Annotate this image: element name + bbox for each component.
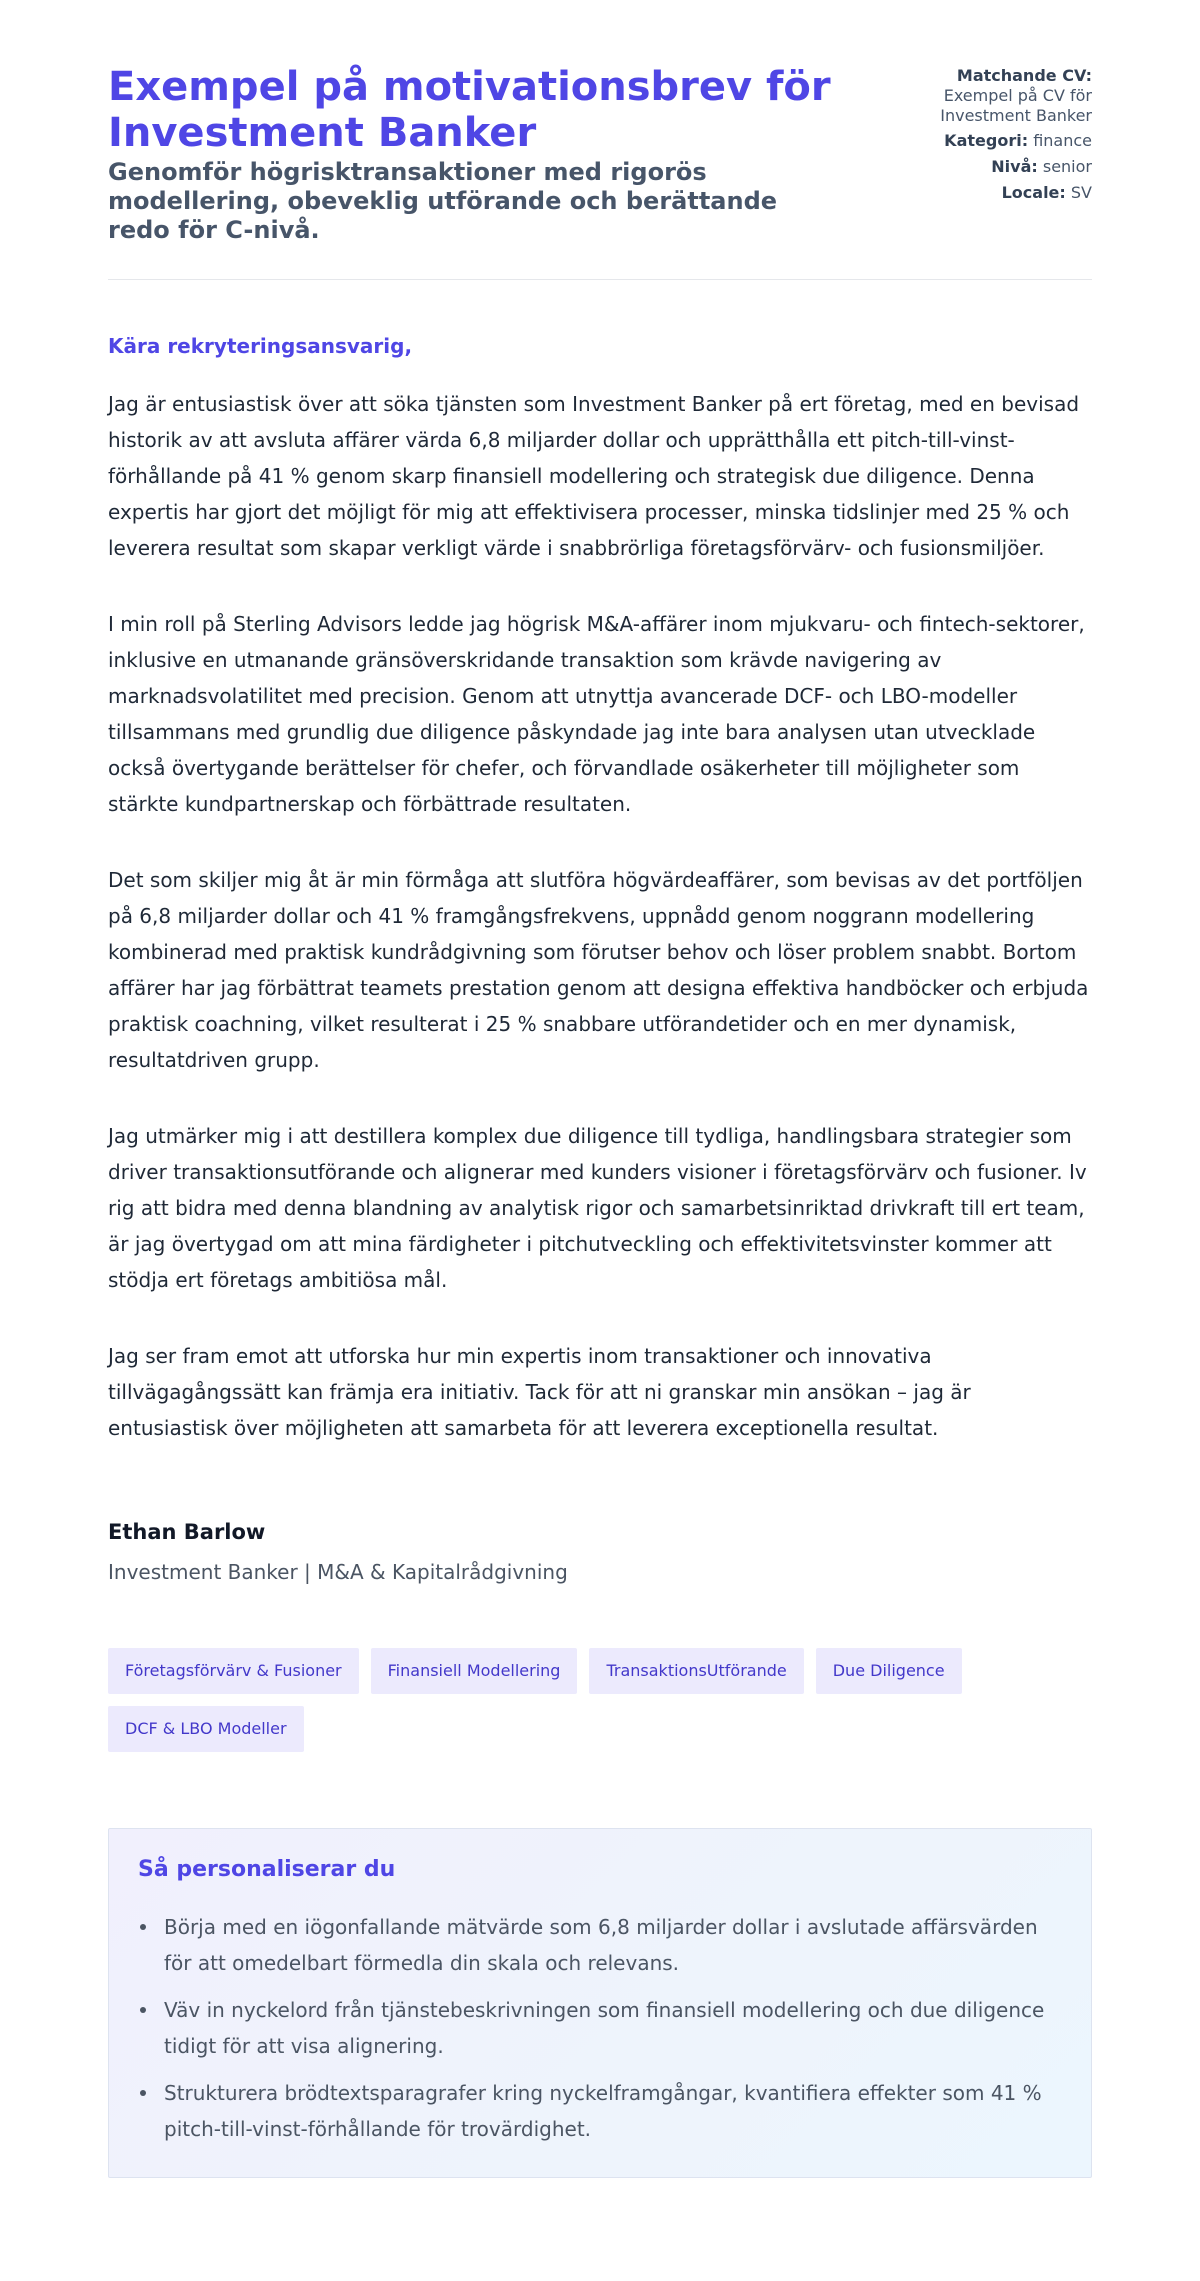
page-header xyxy=(108,64,1092,280)
meta-panel xyxy=(892,66,1092,209)
letter-body xyxy=(108,386,1092,1446)
tips-item-text: Strukturera brödtextsparagrafer kring nyckelframgångar, kvantifiera effekter som 41 % pitch-till-vinst-förhållande för trovärdighet. xyxy=(164,2081,1042,2141)
letter-paragraph: Jag utmärker mig i att destillera komplex due diligence till tydliga, handlingsbara strategier som driver transaktionsutförande och alignerar med kunders visioner i företagsförvärv och fusioner. Iv rig att bidra med denna blandning av analytisk rigor och samarbetsinriktad drivkraft till ert team, är jag övertygad om att mina färdigheter i pitchutveckling och effektivitetsvinster kommer att stödja ert företags ambitiösa mål. xyxy=(108,1124,1087,1292)
meta-category-label: Kategori: xyxy=(944,131,1029,150)
personalization-tips xyxy=(108,1828,1092,2178)
meta-locale xyxy=(892,183,1092,203)
page-title: Exempel på motivationsbrev för Investment Banker xyxy=(108,64,831,156)
meta-level xyxy=(892,157,1092,177)
meta-matching-cv xyxy=(892,66,1092,126)
bullet-icon xyxy=(140,2090,146,2096)
letter-paragraph: Det som skiljer mig åt är min förmåga att slutföra högvärdeaffärer, som bevisas av det portföljen på 6,8 miljarder dollar och 41 % framgångsfrekvens, uppnådd genom noggrann modellering kombinerad med praktisk kundrådgivning som förutser behov och löser problem snabbt. Bortom affärer har jag förbättrat teamets prestation genom att designa effektiva handböcker och erbjuda praktisk coachning, vilket resulterat i 25 % snabbare utförandetider och en mer dynamisk, resultatdriven grupp. xyxy=(108,868,1089,1072)
skill-tag: TransaktionsUtförande xyxy=(589,1648,803,1694)
skill-tag: DCF & LBO Modeller xyxy=(108,1706,304,1752)
tips-item xyxy=(138,1909,1062,1981)
tips-item-text: Börja med en iögonfallande mätvärde som 6,8 miljarder dollar i avslutade affärsvärden för att omedelbart förmedla din skala och relevans. xyxy=(164,1915,1038,1975)
meta-locale-label: Locale: xyxy=(1001,183,1066,202)
skill-tags xyxy=(108,1648,1098,1752)
tips-item xyxy=(138,2075,1062,2147)
meta-matching-cv-value: Exempel på CV för Investment Banker xyxy=(940,86,1092,125)
skill-tag: Finansiell Modellering xyxy=(371,1648,578,1694)
meta-level-value: senior xyxy=(1042,157,1092,176)
tips-item xyxy=(138,1992,1062,2064)
skill-tag: Företagsförvärv & Fusioner xyxy=(108,1648,359,1694)
bullet-icon xyxy=(140,1924,146,1930)
header-titles xyxy=(108,64,838,245)
page-subtitle: Genomför högrisktransaktioner med rigorös modellering, obeveklig utförande och berättande redo för C-nivå. xyxy=(108,158,778,244)
meta-category xyxy=(892,131,1092,151)
letter-paragraph: Jag är entusiastisk över att söka tjänsten som Investment Banker på ert företag, med en bevisad historik av att avsluta affärer värda 6,8 miljarder dollar och upprätthålla ett pitch-till-vinst-förhållande på 41 % genom skarp finansiell modellering och strategisk due diligence. Denna expertis har gjort det möjligt för mig att effektivisera processer, minska tidslinjer med 25 % och leverera resultat som skapar verkligt värde i snabbrörliga företagsförvärv- och fusionsmiljöer. xyxy=(108,392,1080,560)
letter-greeting: Kära rekryteringsansvarig, xyxy=(108,334,413,358)
meta-category-value: finance xyxy=(1033,131,1092,150)
meta-locale-value: SV xyxy=(1070,183,1092,202)
tips-list xyxy=(138,1909,1062,2147)
signature-title: Investment Banker | M&A & Kapitalrådgivning xyxy=(108,1560,568,1584)
signature-block xyxy=(108,1518,1092,1586)
signature-name: Ethan Barlow xyxy=(108,1520,266,1544)
letter-paragraph: Jag ser fram emot att utforska hur min expertis inom transaktioner och innovativa tillvägagångssätt kan främja era initiativ. Tack för att ni granskar min ansökan – jag är entusiastisk över möjligheten att samarbeta för att leverera exceptionella resultat. xyxy=(108,1344,971,1440)
tips-title: Så personaliserar du xyxy=(138,1857,396,1882)
tips-item-text: Väv in nyckelord från tjänstebeskrivningen som finansiell modellering och due diligence tidigt för att visa alignering. xyxy=(164,1998,1045,2058)
meta-matching-cv-label: Matchande CV: xyxy=(956,66,1092,85)
skill-tag: Due Diligence xyxy=(816,1648,962,1694)
letter-paragraph: I min roll på Sterling Advisors ledde jag högrisk M&A-affärer inom mjukvaru- och fintech-sektorer, inklusive en utmanande gränsöverskridande transaktion som krävde navigering av marknadsvolatilitet med precision. Genom att utnyttja avancerade DCF- och LBO-modeller tillsammans med grundlig due diligence påskyndade jag inte bara analysen utan utvecklade också övertygande berättelser för chefer, och förvandlade osäkerheter till möjligheter som stärkte kundpartnerskap och förbättrade resultaten. xyxy=(108,612,1085,816)
bullet-icon xyxy=(140,2007,146,2013)
meta-level-label: Nivå: xyxy=(991,157,1038,176)
